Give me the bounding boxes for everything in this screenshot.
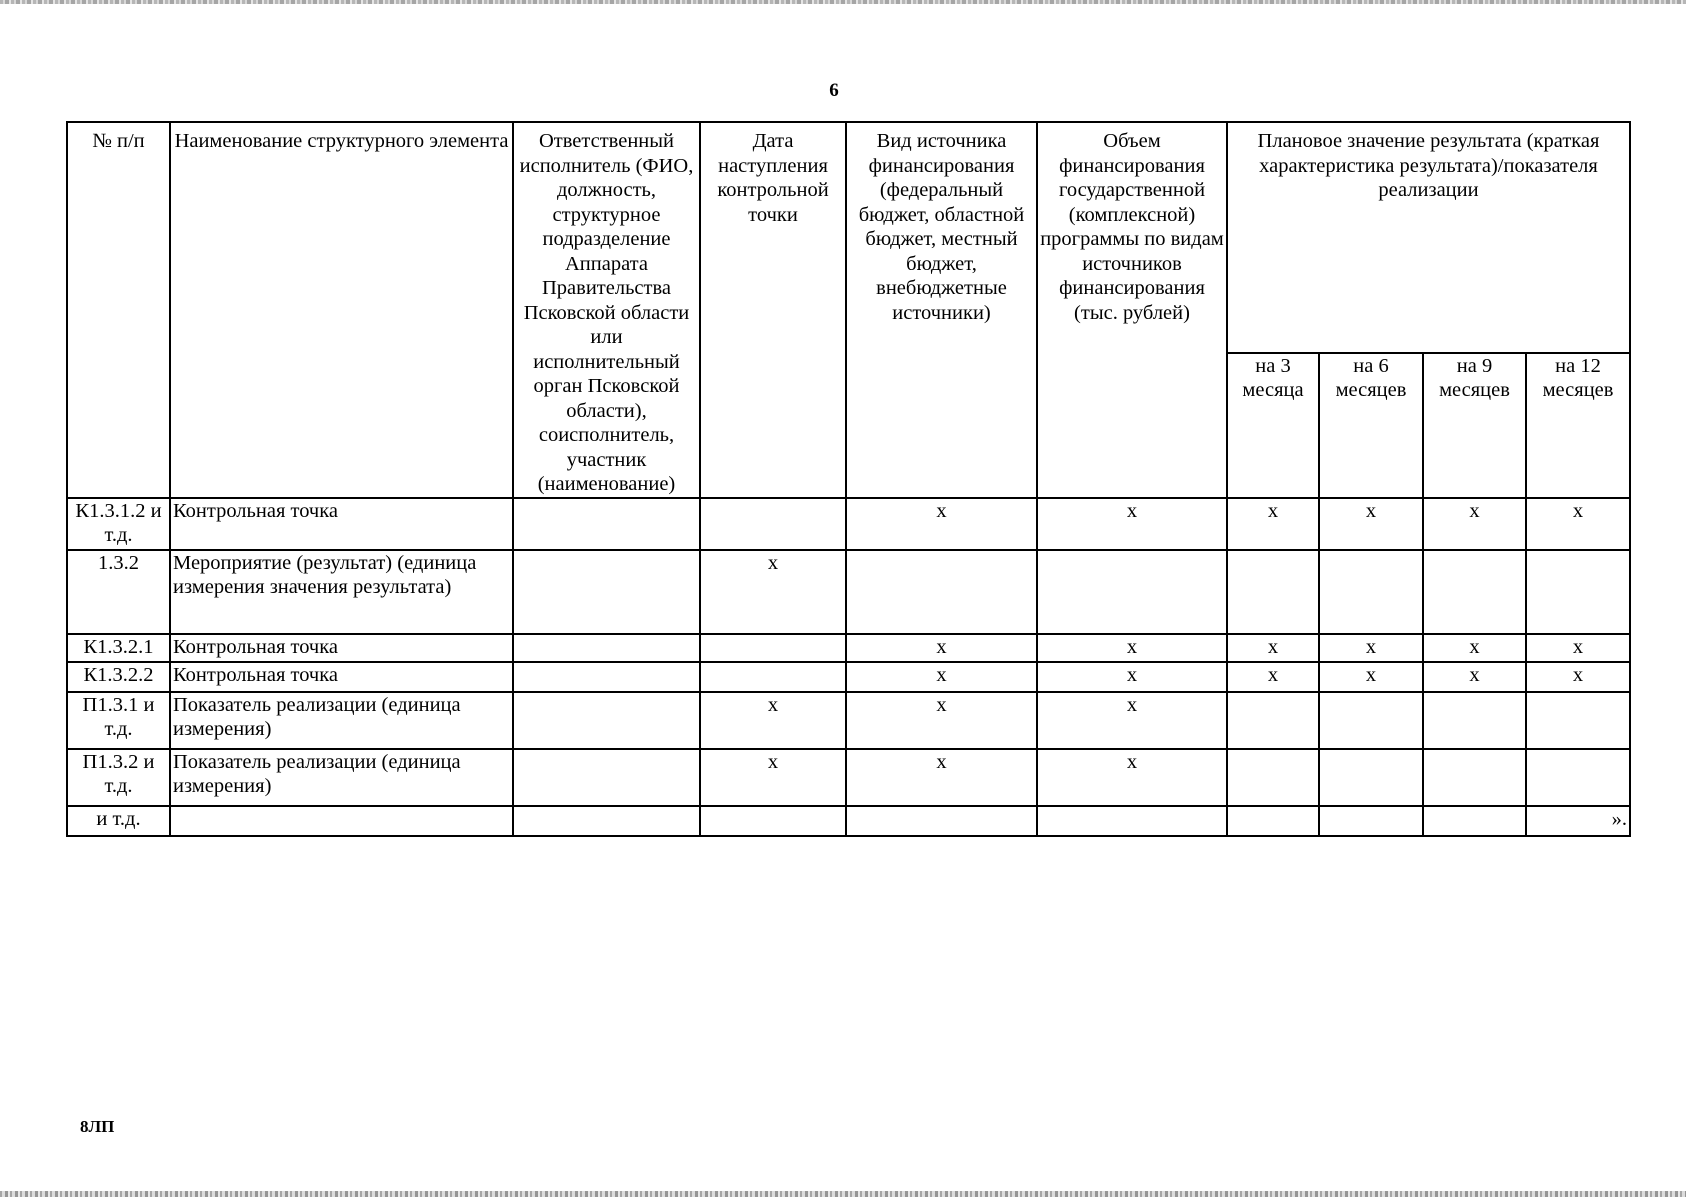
- header-planned-6: на 6 месяцев: [1319, 353, 1423, 498]
- row-planned-6: [1319, 749, 1423, 806]
- row-planned-9: [1423, 749, 1526, 806]
- table-row: [67, 749, 1630, 806]
- header-number: № п/п: [67, 122, 170, 498]
- row-executor: [513, 662, 700, 692]
- row-planned-12: [1526, 550, 1630, 634]
- row-name: Мероприятие (результат) (единица измерения значения результата): [170, 550, 513, 634]
- table-body: [67, 498, 1630, 836]
- header-planned-3: на 3 месяца: [1227, 353, 1319, 498]
- row-name: Контрольная точка: [170, 634, 513, 662]
- row-planned-6: х: [1319, 662, 1423, 692]
- row-planned-6: [1319, 692, 1423, 749]
- row-date: [700, 662, 846, 692]
- row-planned-12: ».: [1526, 806, 1630, 836]
- row-volume: х: [1037, 749, 1227, 806]
- header-planned-12: на 12 месяцев: [1526, 353, 1630, 498]
- row-planned-6: х: [1319, 498, 1423, 550]
- row-planned-3: х: [1227, 498, 1319, 550]
- row-planned-9: [1423, 550, 1526, 634]
- row-planned-6: х: [1319, 634, 1423, 662]
- row-name: Контрольная точка: [170, 662, 513, 692]
- page-code: 8ЛП: [80, 1117, 115, 1136]
- row-planned-6: [1319, 806, 1423, 836]
- row-number: К1.3.2.2: [67, 662, 170, 692]
- row-planned-12: х: [1526, 662, 1630, 692]
- row-source: х: [846, 749, 1037, 806]
- row-date: [700, 806, 846, 836]
- row-planned-12: [1526, 749, 1630, 806]
- table-row: [67, 692, 1630, 749]
- row-planned-3: [1227, 692, 1319, 749]
- row-volume: х: [1037, 634, 1227, 662]
- row-date: [700, 498, 846, 550]
- row-source: х: [846, 662, 1037, 692]
- row-source: х: [846, 498, 1037, 550]
- row-volume: х: [1037, 662, 1227, 692]
- row-name: Показатель реализации (единица измерения): [170, 692, 513, 749]
- row-executor: [513, 498, 700, 550]
- row-source: [846, 550, 1037, 634]
- row-executor: [513, 634, 700, 662]
- row-number: 1.3.2: [67, 550, 170, 634]
- scan-edge-top: [0, 0, 1686, 4]
- row-date: [700, 634, 846, 662]
- table-header: [67, 122, 1630, 498]
- row-planned-3: х: [1227, 662, 1319, 692]
- row-name: [170, 806, 513, 836]
- row-planned-6: [1319, 550, 1423, 634]
- table-row: [67, 634, 1630, 662]
- row-source: х: [846, 692, 1037, 749]
- row-executor: [513, 550, 700, 634]
- row-planned-9: [1423, 806, 1526, 836]
- header-source: Вид источника финансирования (федеральный бюджет, областной бюджет, местный бюджет, внебюджетные источники): [846, 122, 1037, 498]
- row-planned-3: [1227, 806, 1319, 836]
- row-name: Показатель реализации (единица измерения): [170, 749, 513, 806]
- row-executor: [513, 692, 700, 749]
- row-date: х: [700, 550, 846, 634]
- row-executor: [513, 806, 700, 836]
- row-date: х: [700, 692, 846, 749]
- table-row: [67, 662, 1630, 692]
- control-points-table: [66, 121, 1631, 837]
- header-volume: Объем финансирования государственной (комплексной) программы по видам источников финансирования (тыс. рублей): [1037, 122, 1227, 498]
- row-planned-9: х: [1423, 498, 1526, 550]
- table-row: [67, 550, 1630, 634]
- row-planned-9: х: [1423, 634, 1526, 662]
- row-date: х: [700, 749, 846, 806]
- row-name: Контрольная точка: [170, 498, 513, 550]
- row-volume: [1037, 550, 1227, 634]
- row-number: и т.д.: [67, 806, 170, 836]
- row-planned-12: х: [1526, 498, 1630, 550]
- row-planned-3: [1227, 749, 1319, 806]
- row-volume: х: [1037, 692, 1227, 749]
- row-planned-3: [1227, 550, 1319, 634]
- page-number: 6: [829, 80, 839, 101]
- row-number: П1.3.1 и т.д.: [67, 692, 170, 749]
- row-planned-9: х: [1423, 662, 1526, 692]
- row-number: К1.3.1.2 и т.д.: [67, 498, 170, 550]
- row-number: К1.3.2.1: [67, 634, 170, 662]
- table-row: [67, 498, 1630, 550]
- row-number: П1.3.2 и т.д.: [67, 749, 170, 806]
- header-planned-group: Плановое значение результата (краткая характеристика результата)/показателя реализации: [1227, 122, 1630, 353]
- row-planned-3: х: [1227, 634, 1319, 662]
- scan-edge-bottom: [0, 1191, 1686, 1197]
- header-planned-9: на 9 месяцев: [1423, 353, 1526, 498]
- row-volume: [1037, 806, 1227, 836]
- table-row: [67, 806, 1630, 836]
- row-planned-12: [1526, 692, 1630, 749]
- row-volume: х: [1037, 498, 1227, 550]
- header-name: Наименование структурного элемента: [170, 122, 513, 498]
- row-source: х: [846, 634, 1037, 662]
- row-source: [846, 806, 1037, 836]
- row-planned-12: х: [1526, 634, 1630, 662]
- row-planned-9: [1423, 692, 1526, 749]
- row-executor: [513, 749, 700, 806]
- header-date: Дата наступления контрольной точки: [700, 122, 846, 498]
- header-executor: Ответственный исполнитель (ФИО, должность, структурное подразделение Аппарата Правительства Псковской области или исполнительный орган Псковской области), соисполнитель, участник (наименование): [513, 122, 700, 498]
